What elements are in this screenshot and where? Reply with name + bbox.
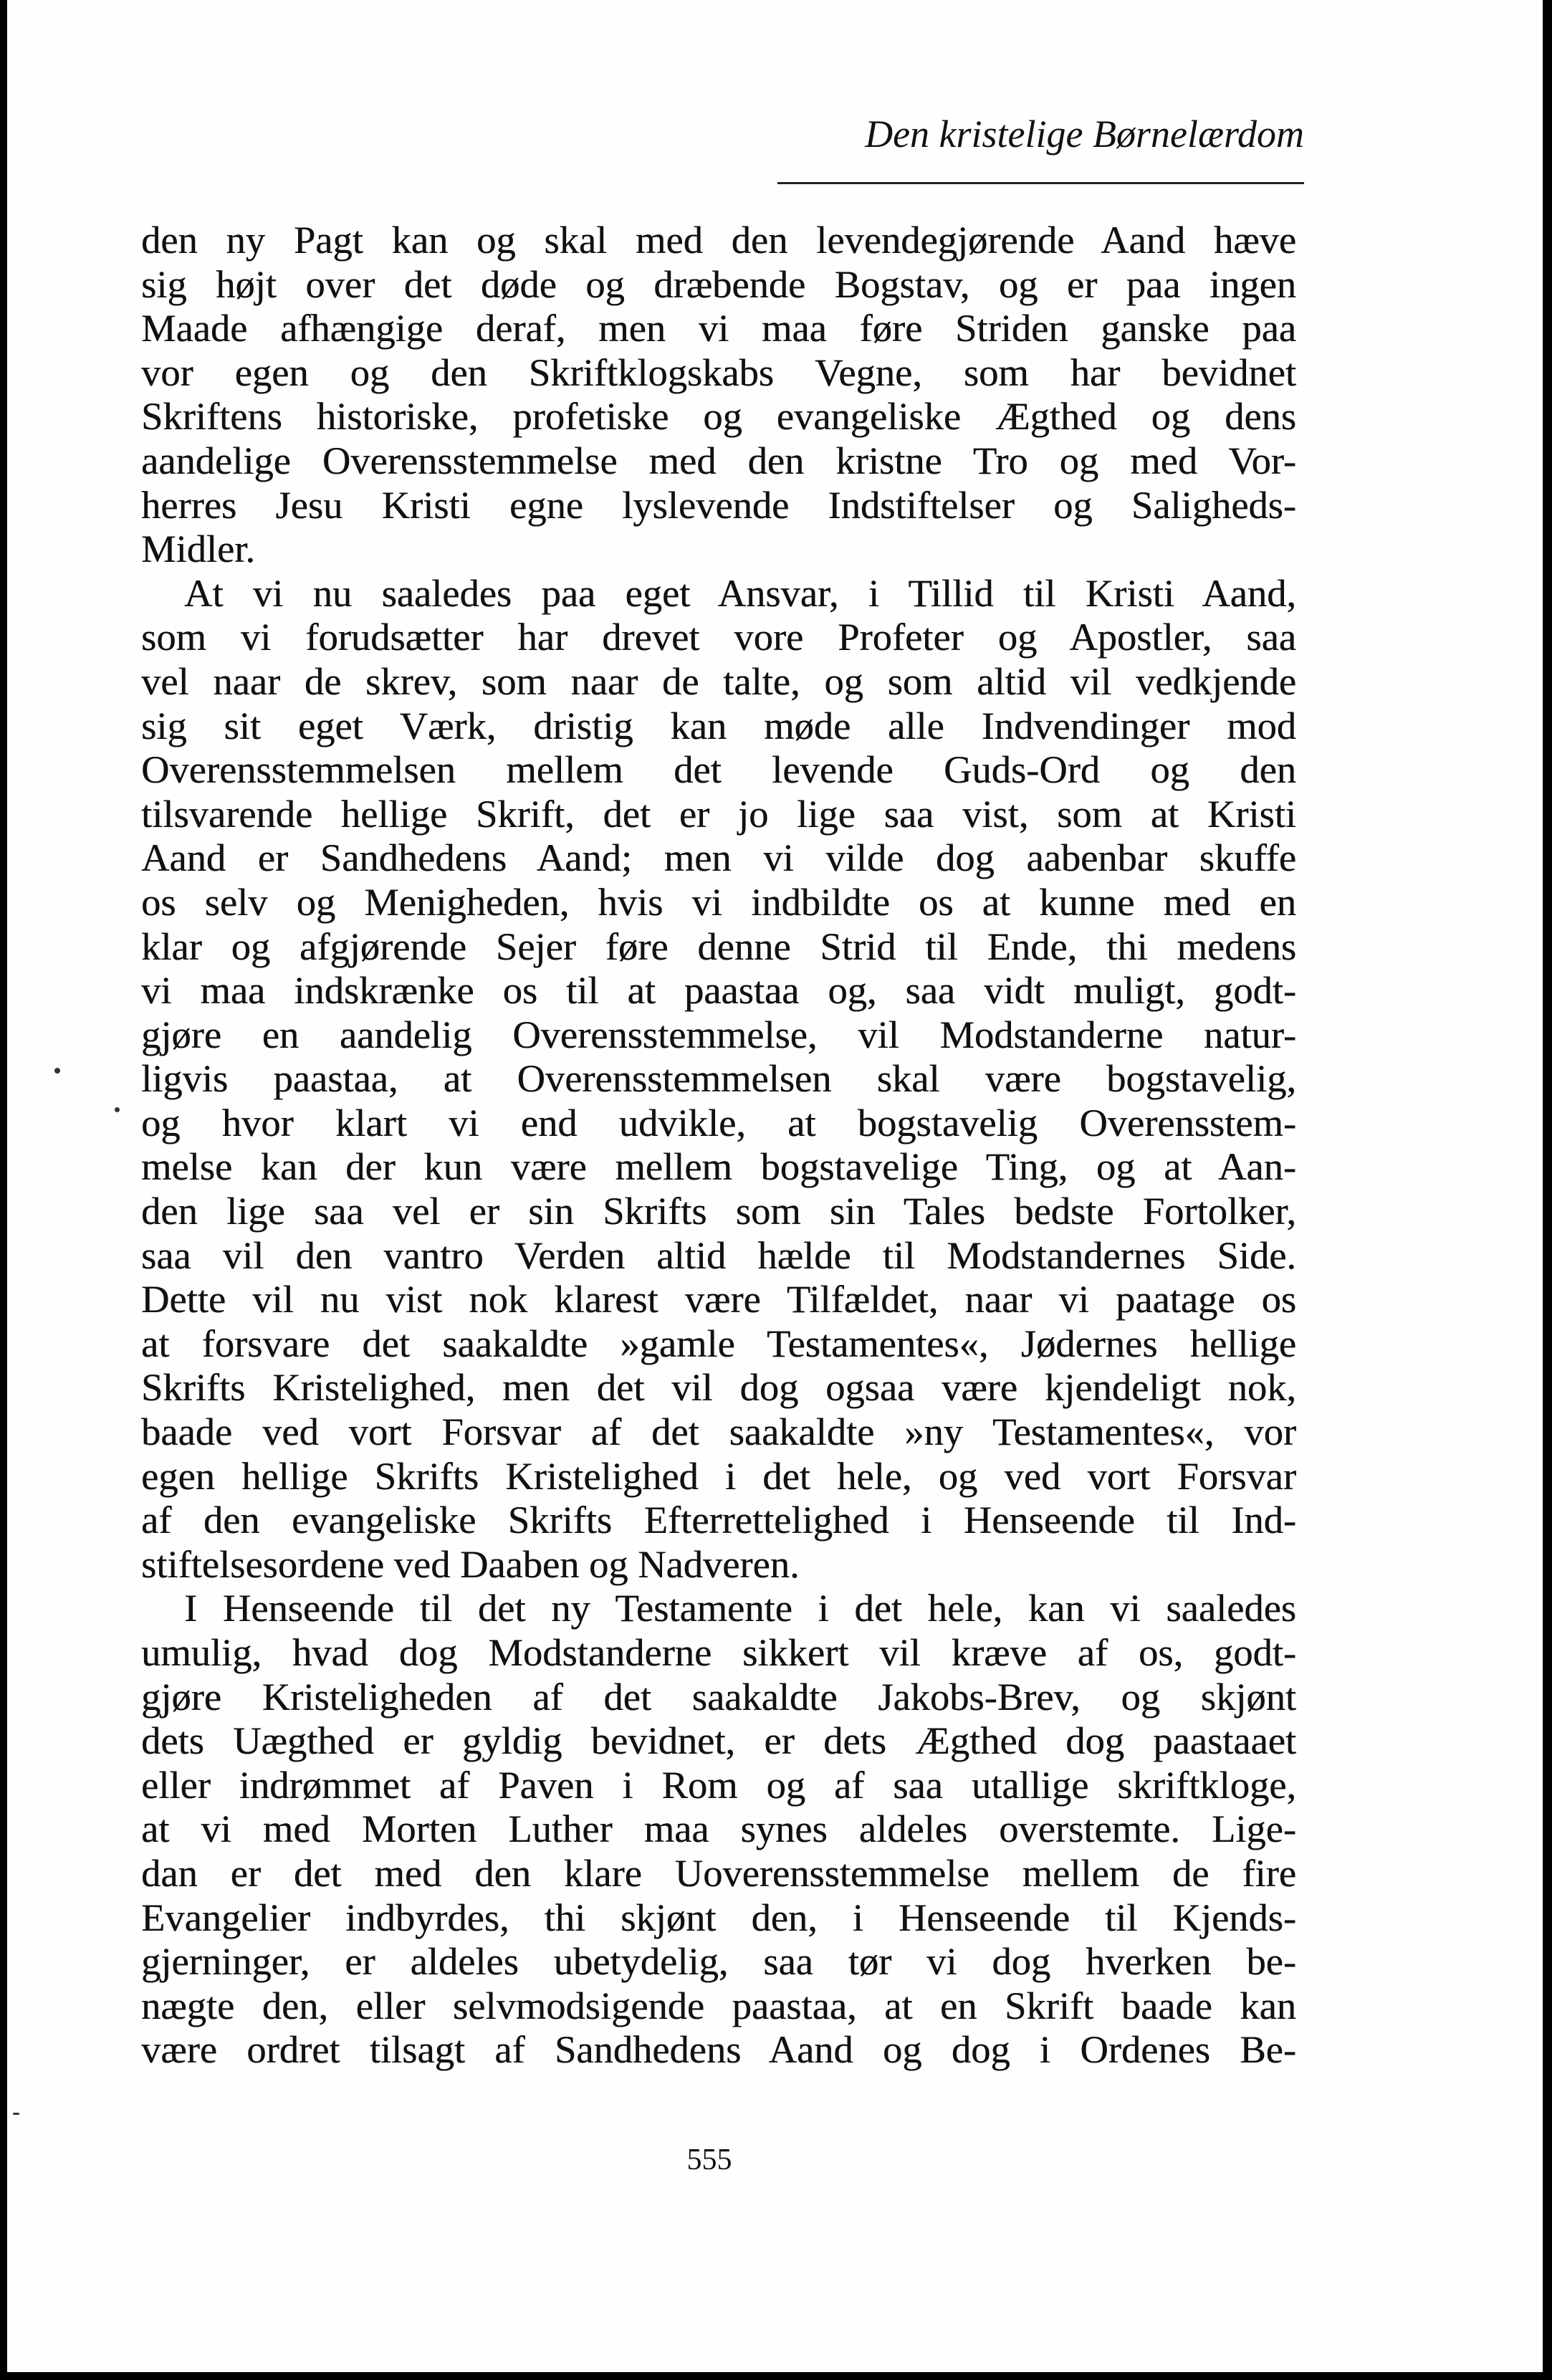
text-line: sig sit eget Værk, dristig kan møde alle Indvendinger mod	[141, 703, 1296, 747]
text-line: stiftelsesordene ved Daaben og Nadveren.	[141, 1542, 800, 1586]
text-line: egen hellige Skrifts Kristelighed i det hele, og ved vort Forsvar	[141, 1453, 1296, 1498]
book-page	[7, 0, 1543, 2372]
text-line: gjerninger, er aldeles ubetydelig, saa tør vi dog hverken be-	[141, 1939, 1296, 1984]
text-line: dan er det med den klare Uoverensstemmelse mellem de fire	[141, 1850, 1296, 1895]
text-line: sig højt over det døde og dræbende Bogstav, og er paa ingen	[141, 262, 1296, 306]
text-line: melse kan der kun være mellem bogstavelige Ting, og at Aan-	[141, 1144, 1296, 1189]
text-line: Skrifts Kristelighed, men det vil dog ogsaa være kjendeligt nok,	[141, 1365, 1296, 1410]
paragraph-start-line: I Henseende til det ny Testamente i det hele, kan vi saaledes	[184, 1586, 1296, 1630]
text-line: baade ved vort Forsvar af det saakaldte »ny Testamentes«, vor	[141, 1410, 1296, 1454]
text-line: gjøre Kristeligheden af det saakaldte Jakobs-Brev, og skjønt	[141, 1674, 1296, 1719]
text-line: aandelige Overensstemmelse med den kristne Tro og med Vor-	[141, 438, 1296, 482]
text-line: tilsvarende hellige Skrift, det er jo lige saa vist, som at Kristi	[141, 791, 1296, 836]
header-rule	[777, 182, 1304, 184]
text-line: os selv og Menigheden, hvis vi indbildte os at kunne med en	[141, 879, 1296, 924]
text-line: at forsvare det saakaldte »gamle Testamentes«, Jødernes hellige	[141, 1321, 1296, 1365]
text-line: være ordret tilsagt af Sandhedens Aand og dog i Ordenes Be-	[141, 2027, 1296, 2072]
text-line: Maade afhængige deraf, men vi maa føre Striden ganske paa	[141, 306, 1296, 350]
paragraph-start-line: At vi nu saaledes paa eget Ansvar, i Tillid til Kristi Aand,	[184, 570, 1296, 615]
margin-speck	[115, 1107, 120, 1112]
body-text	[141, 218, 1296, 2072]
running-header: Den kristelige Børnelærdom	[865, 113, 1304, 156]
page-number: 555	[686, 2144, 732, 2176]
text-line: saa vil den vantro Verden altid hælde til Modstandernes Side.	[141, 1233, 1296, 1277]
text-line: gjøre en aandelig Overensstemmelse, vil Modstanderne natur-	[141, 1012, 1296, 1056]
text-line: Evangelier indbyrdes, thi skjønt den, i Henseende til Kjends-	[141, 1895, 1296, 1939]
text-line: nægte den, eller selvmodsigende paastaa, at en Skrift baade kan	[141, 1983, 1296, 2027]
margin-speck	[54, 1068, 60, 1074]
margin-speck	[13, 2113, 19, 2115]
text-line: den ny Pagt kan og skal med den levendegjørende Aand hæve	[141, 218, 1296, 262]
text-line: den lige saa vel er sin Skrifts som sin Tales bedste Fortolker,	[141, 1189, 1296, 1233]
text-line: vor egen og den Skriftklogskabs Vegne, som har bevidnet	[141, 350, 1296, 394]
text-line: og hvor klart vi end udvikle, at bogstavelig Overensstem-	[141, 1100, 1296, 1144]
text-line: Skriftens historiske, profetiske og evangeliske Ægthed og dens	[141, 394, 1296, 439]
text-line: eller indrømmet af Paven i Rom og af saa utallige skriftkloge,	[141, 1762, 1296, 1807]
text-line: klar og afgjørende Sejer føre denne Strid til Ende, thi medens	[141, 924, 1296, 968]
text-line: umulig, hvad dog Modstanderne sikkert vil kræve af os, godt-	[141, 1630, 1296, 1674]
text-line: herres Jesu Kristi egne lyslevende Indstiftelser og Saligheds-	[141, 482, 1296, 527]
text-line: ligvis paastaa, at Overensstemmelsen skal være bogstavelig,	[141, 1056, 1296, 1101]
text-line: vi maa indskrænke os til at paastaa og, saa vidt muligt, godt-	[141, 968, 1296, 1013]
text-line: Aand er Sandhedens Aand; men vi vilde dog aabenbar skuffe	[141, 836, 1296, 880]
text-line: at vi med Morten Luther maa synes aldeles overstemte. Lige-	[141, 1807, 1296, 1851]
text-line: Midler.	[141, 527, 255, 571]
text-line: af den evangeliske Skrifts Efterrettelighed i Henseende til Ind-	[141, 1498, 1296, 1542]
text-line: dets Uægthed er gyldig bevidnet, er dets Ægthed dog paastaaet	[141, 1719, 1296, 1763]
text-line: Dette vil nu vist nok klarest være Tilfældet, naar vi paatage os	[141, 1277, 1296, 1322]
text-line: som vi forudsætter har drevet vore Profeter og Apostler, saa	[141, 615, 1296, 659]
text-line: vel naar de skrev, som naar de talte, og som altid vil vedkjende	[141, 659, 1296, 703]
text-line: Overensstemmelsen mellem det levende Guds-Ord og den	[141, 747, 1296, 792]
